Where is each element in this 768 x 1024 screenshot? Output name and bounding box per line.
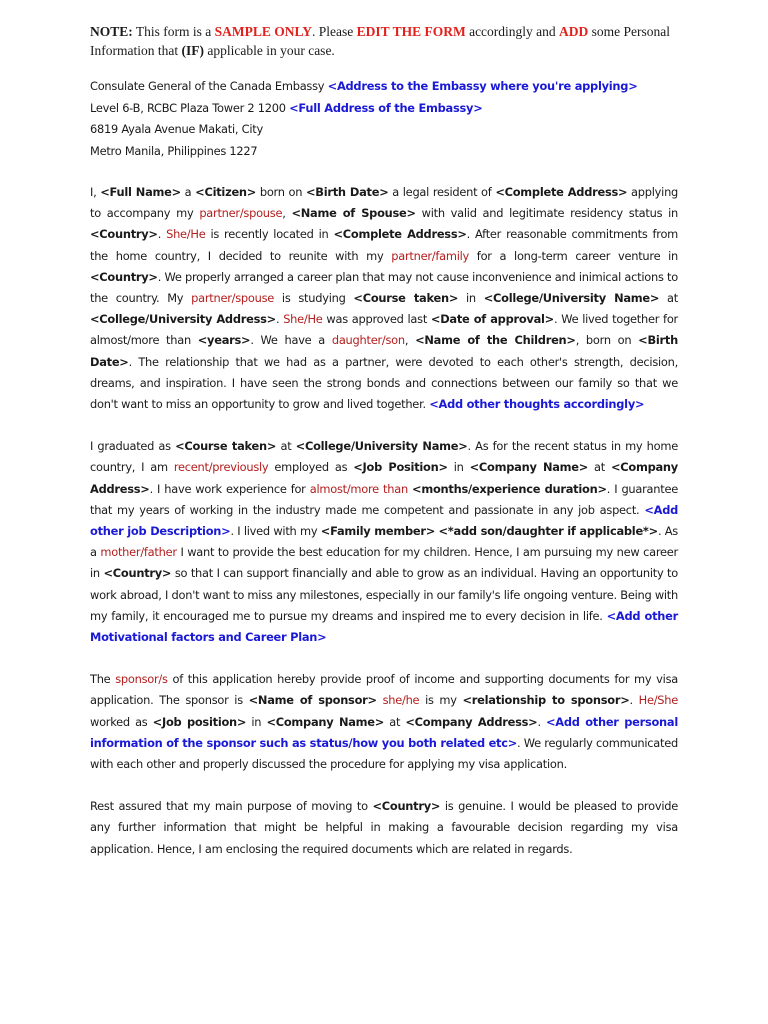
paragraph-2: I graduated as <Course taken> at <College/University Name>. As for the recent status in my home country, I am recent/previously employed as <Job Position> in <Company Name> at <Company Address>. I have work experience for almost/more than <months/experience duration>. I guarantee that my years of working in the industry made me competent and passionate in any job aspect. <Add other job Description>. I lived with my <Family member> <*add son/daughter if applicable*>. As a mother/father I want to provide the best education for my children. Hence, I am pursuing my new career in <Country> so that I can support financially and able to grow as an individual. Having an opportunity to work abroad, I don't want to miss any milestones, especially in our family's life ongoing venture. Being with my family, it encouraged me to pursue my dreams and inspired me to every decision in life. <Add other Motivational factors and Career Plan>	[90, 439, 678, 645]
add-text: ADD	[559, 24, 589, 39]
address-line-3: 6819 Ayala Avenue Makati, City	[90, 122, 263, 136]
address-line-1: Consulate General of the Canada Embassy <Address to the Embassy where you're applying>	[90, 79, 638, 93]
address-line-4: Metro Manila, Philippines 1227	[90, 143, 258, 158]
sample-only-text: SAMPLE ONLY	[214, 24, 313, 39]
paragraph-4: Rest assured that my main purpose of moving to <Country> is genuine. I would be pleased to provide any further information that might be helpful in making a favourable decision regarding my visa application. Hence, I am enclosing the required documents which are related in regards.	[90, 799, 678, 856]
if-text: (IF)	[181, 43, 204, 58]
document-page	[90, 22, 678, 881]
embassy-address	[90, 76, 678, 162]
note-banner: NOTE: This form is a SAMPLE ONLY. Please EDIT THE FORM accordingly and ADD some Personal Information that (IF) applicable in your case.	[90, 24, 671, 58]
address-line-2: Level 6-B, RCBC Plaza Tower 2 1200 <Full Address of the Embassy>	[90, 100, 483, 115]
paragraph-1: I, <Full Name> a <Citizen> born on <Birth Date> a legal resident of <Complete Address> applying to accompany my partner/spouse, <Name of Spouse> with valid and legitimate residency status in <Country>. She/He is recently located in <Complete Address>. After reasonable commitments from the home country, I decided to reunite with my partner/family for a long-term career venture in <Country>. We properly arranged a career plan that may not cause inconvenience and inimical actions to the country. My partner/spouse is studying <Course taken> in <College/University Name> at <College/University Address>. She/He was approved last <Date of approval>. We lived together for almost/more than <years>. We have a daughter/son, <Name of the Children>, born on <Birth Date>. The relationship that we had as a partner, were devoted to each other's strength, decision, dreams, and inspiration. I have seen the strong bonds and connections between our family so that we don't want to miss an opportunity to grow and lived together. <Add other thoughts accordingly>	[90, 185, 679, 412]
edit-form-text: EDIT THE FORM	[356, 24, 466, 39]
note-label: NOTE:	[90, 24, 133, 39]
paragraph-3: The sponsor/s of this application hereby provide proof of income and supporting documents for my visa application. The sponsor is <Name of sponsor> she/he is my <relationship to sponsor>. He/She worked as <Job position> in <Company Name> at <Company Address>. <Add other personal information of the sponsor such as status/how you both related etc>. We regularly communicated with each other and properly discussed the procedure for applying my visa application.	[90, 672, 679, 772]
